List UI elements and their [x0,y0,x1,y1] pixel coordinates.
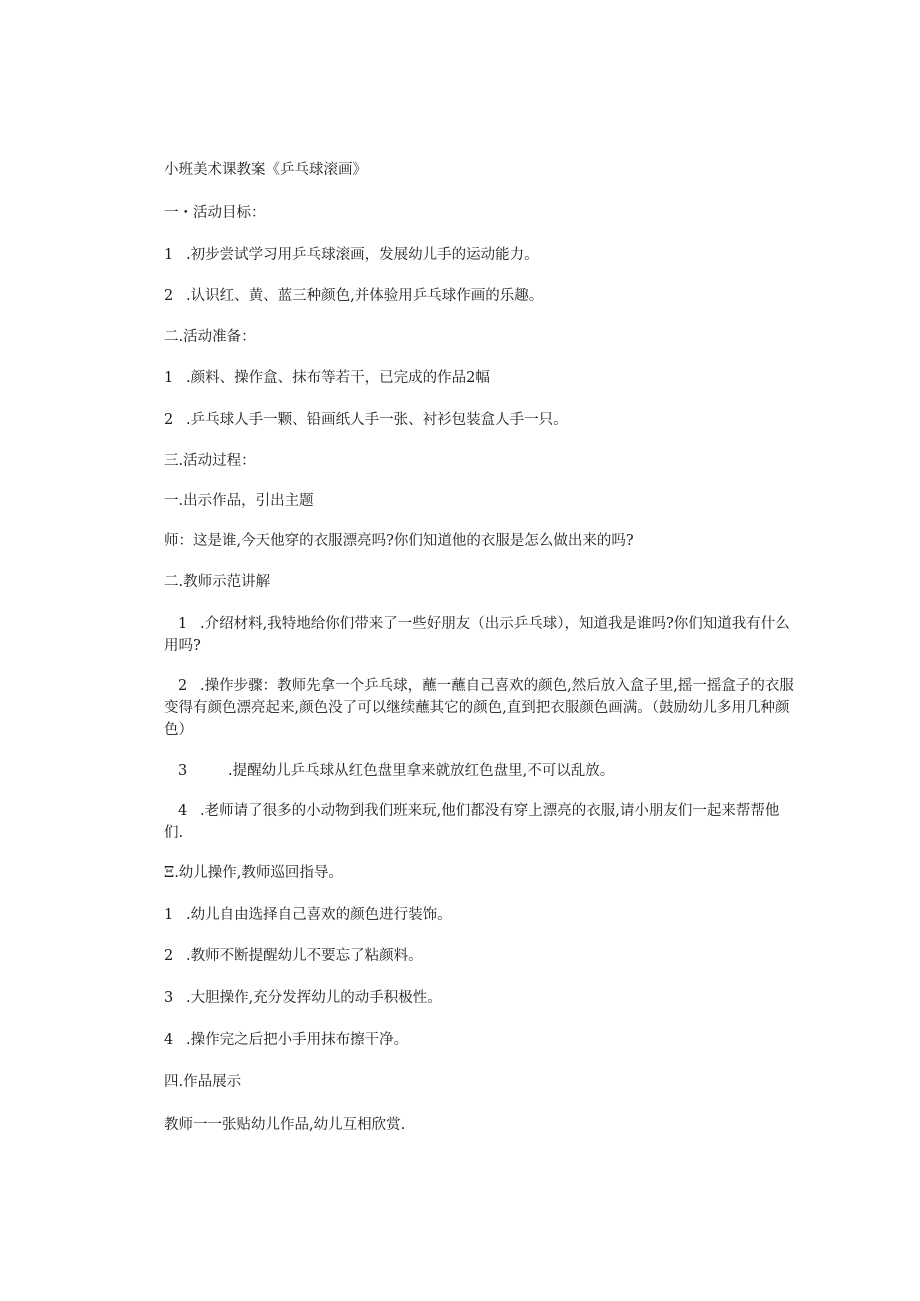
section2-item-2 [164,410,794,430]
item-number: 2 [164,412,174,428]
item-text: .操作步骤：教师先拿一个乒乓球，蘸一蘸自己喜欢的颜色,然后放入盒子里,摇一摇盒子的衣服变得有颜色漂亮起来,颜色没了可以继续蘸其它的颜色,直到把衣服颜色画满。（鼓励幼儿多用几种颜色） [164,678,794,738]
section4-text: 教师一一张贴幼儿作品,幼儿互相欣赏. [164,1117,406,1133]
item-number: 4 [178,803,188,819]
section1-item-2 [164,286,794,306]
item-number: 1 [178,616,188,632]
item-number: 2 [164,288,174,304]
part3-heading: Ξ.幼儿操作,教师巡回指导。 [164,865,343,881]
item-text: .教师不断提醒幼儿不要忘了粘颜料。 [186,948,423,964]
part1-heading: 一.出示作品，引出主题 [164,493,314,509]
item-text: .幼儿自由选择自己喜欢的颜色进行装饰。 [186,907,452,923]
section2-item-1 [164,368,794,388]
item-number: 1 [164,907,174,923]
item-text: .老师请了很多的小动物到我们班来玩,他们都没有穿上漂亮的衣服,请小朋友们一起来帮帮他们. [164,803,780,841]
section3-heading: 三.活动过程： [164,453,256,469]
part2-item-4 [164,800,794,844]
item-text: .颜料、操作盒、抹布等若干，已完成的作品2幅 [186,370,490,386]
item-number: 1 [164,247,174,263]
part2-item-1 [164,613,794,657]
document-title: 小班美术课教案《乒乓球滚画》 [164,162,367,178]
part3-item-3 [164,988,794,1008]
item-text: .乒乓球人手一颗、铅画纸人手一张、衬衫包装盒人手一只。 [186,412,568,428]
item-number: 2 [178,678,188,694]
item-number: 3 [178,763,188,779]
item-text: .初步尝试学习用乒乓球滚画，发展幼儿手的运动能力。 [186,247,539,263]
part3-item-4 [164,1030,794,1050]
item-text: .提醒幼儿乒乓球从红色盘里拿来就放红色盘里,不可以乱放。 [228,763,615,779]
section2-heading: 二.活动准备： [164,329,256,345]
section1-item-1 [164,245,794,265]
item-number: 1 [164,370,174,386]
part3-item-2 [164,946,794,966]
section1-heading: 一・活动目标： [164,205,266,221]
part2-item-2 [164,675,794,741]
part1-text: 师：这是谁,今天他穿的衣服漂亮吗?你们知道他的衣服是怎么做出来的吗? [164,533,634,549]
section4-heading: 四.作品展示 [164,1074,242,1090]
item-number: 4 [164,1032,174,1048]
item-text: .操作完之后把小手用抹布擦干净。 [186,1032,409,1048]
part2-item-3 [164,761,794,781]
part3-item-1 [164,905,794,925]
item-text: .大胆操作,充分发挥幼儿的动手积极性。 [186,990,442,1006]
item-number: 3 [164,990,174,1006]
item-text: .介绍材料,我特地给你们带来了一些好朋友（出示乒乓球），知道我是谁吗?你们知道我有什么用吗? [164,616,790,654]
part2-heading: 二.教师示范讲解 [164,574,271,590]
item-text: .认识红、黄、蓝三种颜色,并体验用乒乓球作画的乐趣。 [186,288,544,304]
item-number: 2 [164,948,174,964]
